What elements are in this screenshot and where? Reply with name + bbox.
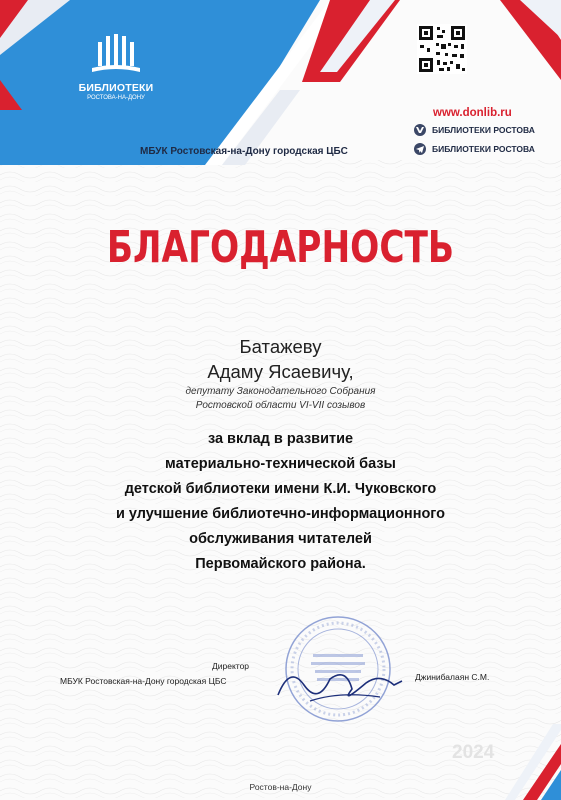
telegram-icon: [414, 143, 426, 155]
vk-icon: [414, 124, 426, 136]
recipient-surname: Батажеву: [239, 336, 322, 357]
open-book-icon: [90, 34, 142, 78]
qr-code-icon[interactable]: [417, 24, 467, 74]
director-organization: МБУК Ростовская-на-Дону городская ЦБС: [60, 676, 227, 686]
certificate-title: БЛАГОДАРНОСТЬ: [106, 222, 455, 273]
recipient-role-line2: Ростовской области VI-VII созывов: [195, 400, 366, 411]
social-telegram[interactable]: [414, 143, 535, 155]
director-name: Джинибалаян С.М.: [415, 672, 490, 682]
reason-line: обслуживания читателей: [189, 531, 372, 547]
year-watermark: 2024: [452, 742, 495, 763]
city-footer: Ростов-на-Дону: [249, 782, 312, 792]
website-link[interactable]: www.donlib.ru: [433, 107, 512, 119]
social-vk[interactable]: [414, 124, 535, 136]
logo-title: БИБЛИОТЕКИ: [78, 82, 154, 94]
reason-line: и улучшение библиотечно-информационного: [115, 506, 446, 522]
reason-line: Первомайского района.: [195, 556, 366, 572]
social-vk-label: БИБЛИОТЕКИ РОСТОВА: [432, 125, 535, 135]
director-title: Директор: [212, 661, 250, 671]
reason-line: детской библиотеки имени К.И. Чуковского: [124, 481, 437, 497]
library-logo: [76, 34, 156, 101]
reason-line: материально-технической базы: [165, 456, 396, 472]
logo-subtitle: РОСТОВА-НА-ДОНУ: [87, 95, 145, 101]
recipient-name: Адаму Ясаевичу,: [207, 361, 354, 382]
recipient-role-line1: депутату Законодательного Собрания: [185, 386, 376, 397]
social-telegram-label: БИБЛИОТЕКИ РОСТОВА: [432, 144, 535, 154]
director-signature: [270, 655, 410, 715]
organization-name: МБУК Ростовская-на-Дону городская ЦБС: [140, 146, 348, 157]
reason-line: за вклад в развитие: [207, 431, 354, 447]
